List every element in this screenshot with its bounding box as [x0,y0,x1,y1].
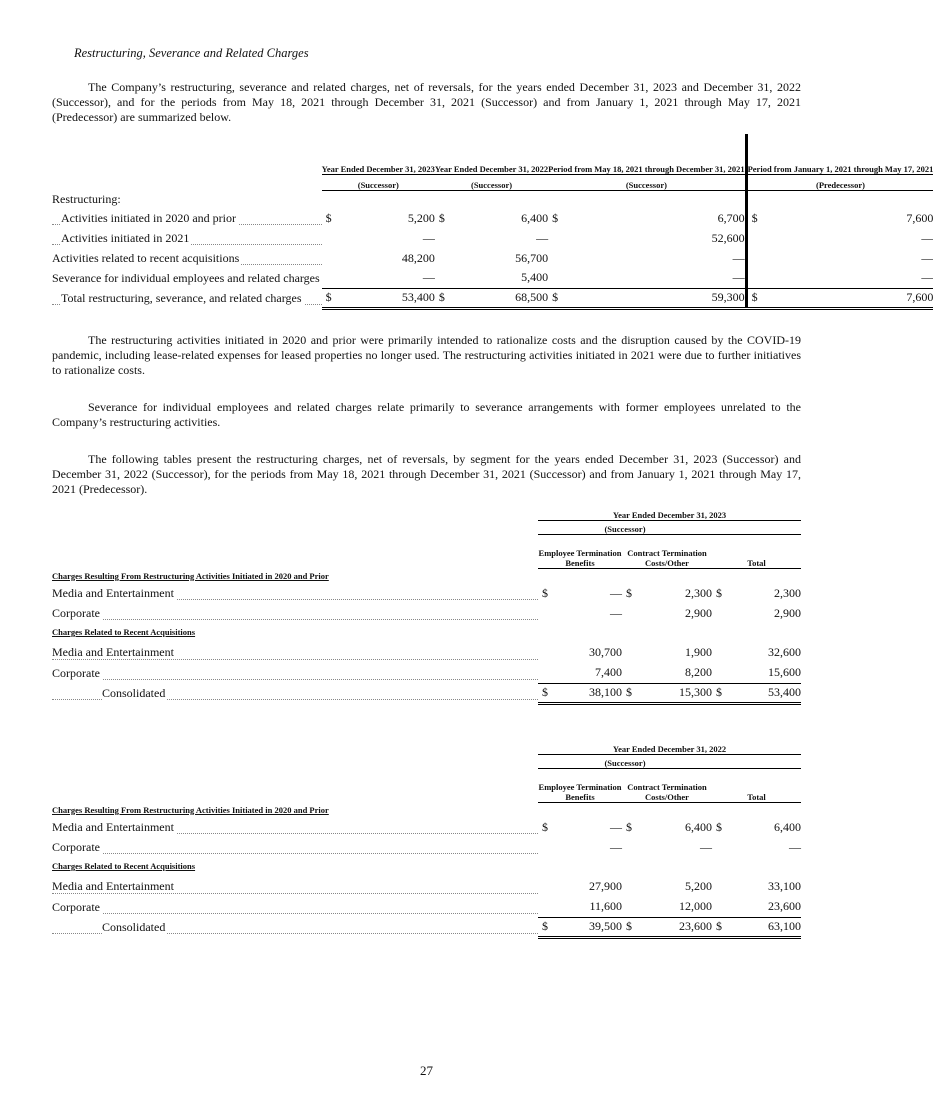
currency-symbol: $ [325,210,332,225]
value-cell: 5,200 [685,878,712,893]
value-cell: 23,600 [636,917,712,937]
value-cell: 1,900 [685,644,712,659]
currency-symbol: $ [435,288,451,308]
value-cell: — [770,268,933,288]
currency-symbol: $ [542,819,548,834]
col-header-2023: Year Ended December 31, 2023 [321,163,435,174]
col-employee-termination: Employee Termination Benefits [538,768,622,802]
col-header-2022: Year Ended December 31, 2022 [434,163,549,174]
table-row [52,641,801,663]
value-cell: 56,700 [515,250,549,265]
value-cell: 59,300 [574,288,746,308]
section-recent-acquisitions: Charges Related to Recent Acquisitions [52,627,196,637]
period-successor-2: (Successor) [435,174,548,190]
value-cell: 52,600 [711,230,745,245]
currency-symbol: $ [552,210,559,225]
value-cell: 7,600 [770,288,933,308]
value-cell: 33,100 [768,878,801,893]
section-label: Restructuring: [52,191,121,206]
row-label: Media and Entertainment [52,585,174,600]
section-recent-acquisitions: Charges Related to Recent Acquisitions [52,861,196,871]
value-cell: 32,600 [768,644,801,659]
row-label: Activities initiated in 2020 and prior [61,210,236,225]
value-cell: 2,300 [774,585,801,600]
value-cell: — [422,230,435,245]
value-cell: 48,200 [401,250,435,265]
currency-symbol: $ [626,585,632,600]
value-cell: 63,100 [726,917,801,937]
table-row [52,663,801,683]
row-label: Media and Entertainment [52,819,174,834]
currency-symbol: $ [716,819,722,834]
segment-2023-title: Year Ended December 31, 2023 [538,506,801,520]
paragraph-intro-text: The Company’s restructuring, severance and related charges, net of reversals, for the years ended December 31, 2023 and December 31, 2022 (Successor), and for the periods from May 18, 2021 through December 31, 2021 (Successor) and from January 1, 2021 through May 17, 2021 (Predecessor) are summarized below. [52,80,801,124]
row-label: Severance for individual employees and related charges [52,270,320,285]
value-cell: — [732,250,745,265]
page-number: 27 [420,1063,433,1078]
col-total: Total [712,534,801,568]
value-cell: 12,000 [636,897,712,917]
col-total: Total [712,768,801,802]
table-row [52,228,933,248]
document-page [52,0,933,1100]
value-cell: 23,600 [726,897,801,917]
value-cell: — [610,605,622,620]
value-cell: 2,900 [685,605,712,620]
currency-symbol: $ [622,683,636,703]
row-label: Corporate [52,665,100,680]
row-label: Consolidated [102,685,166,700]
value-cell: — [610,839,622,854]
table-row-total [52,288,933,308]
col-contract-termination: Contract Termination Costs/Other [622,534,712,568]
table-row [52,208,933,228]
col-header-2021-predecessor: Period from January 1, 2021 through May 17, 2021 [746,134,933,174]
currency-symbol: $ [746,208,769,228]
value-cell: 6,400 [774,819,801,834]
segment-2023-period: (Successor) [538,520,712,534]
currency-symbol: $ [548,288,574,308]
value-cell: — [610,819,622,834]
segment-2022-period: (Successor) [538,754,712,768]
currency-symbol: $ [542,585,548,600]
section-heading: Restructuring, Severance and Related Charges [74,46,309,60]
value-cell: 53,400 [726,683,801,703]
col-employee-termination: Employee Termination Benefits [538,534,622,568]
value-cell: 68,500 [451,288,548,308]
currency-symbol: $ [746,288,769,308]
table-row-total [52,683,801,703]
value-cell: 5,400 [451,268,548,288]
currency-symbol: $ [716,585,722,600]
value-cell: 7,600 [906,210,933,225]
value-cell: — [789,839,801,854]
currency-symbol: $ [538,917,552,937]
currency-symbol: $ [622,917,636,937]
value-cell: 27,900 [589,878,622,893]
paragraph-activities [52,333,801,378]
col-contract-termination: Contract Termination Costs/Other [622,768,712,802]
section-restructuring-2020-prior: Charges Resulting From Restructuring Activities Initiated in 2020 and Prior [52,804,329,815]
section-restructuring-2020-prior: Charges Resulting From Restructuring Activities Initiated in 2020 and Prior [52,570,329,581]
value-cell: 2,900 [774,605,801,620]
row-label: Total restructuring, severance, and related charges [61,290,302,305]
currency-symbol: $ [438,210,445,225]
paragraph-segment-intro-text: The following tables present the restructuring charges, net of reversals, by segment for the years ended December 31, 2023 (Successor) and December 31, 2022 (Successor), for the periods from May 18, 2021 through December 31, 2021 (Successor) and from January 1, 2021 through May 17, 2021 (Predecessor). [52,452,801,496]
segment-table-2023 [52,506,801,705]
paragraph-segment-intro [52,452,801,497]
currency-symbol: $ [538,683,552,703]
value-cell: 8,200 [636,663,712,683]
table-row [52,583,801,603]
table-row [52,248,933,268]
summary-table [52,134,933,310]
value-cell: — [921,250,933,265]
period-successor-3: (Successor) [548,174,746,190]
value-cell: — [574,268,746,288]
period-predecessor: (Predecessor) [746,174,933,190]
segment-table-2022 [52,740,801,939]
value-cell: 15,600 [726,663,801,683]
value-cell: — [536,230,549,245]
table-row [52,875,801,897]
row-label: Activities initiated in 2021 [61,230,190,245]
period-successor-1: (Successor) [322,174,435,190]
value-cell: — [921,230,933,245]
segment-2022-title: Year Ended December 31, 2022 [538,740,801,754]
currency-symbol: $ [712,917,726,937]
value-cell: 38,100 [552,683,622,703]
value-cell: 5,200 [407,210,435,225]
value-cell: 2,300 [685,585,712,600]
value-cell: 7,400 [552,663,622,683]
value-cell: 15,300 [636,683,712,703]
value-cell: 30,700 [589,644,622,659]
value-cell: 6,700 [717,210,745,225]
value-cell: — [700,839,712,854]
table-row [52,897,801,917]
currency-symbol: $ [626,819,632,834]
row-label: Activities related to recent acquisitions [52,250,240,265]
row-label: Corporate [52,839,100,854]
value-cell: — [338,268,435,288]
table-row-total [52,917,801,937]
row-label: Corporate [52,899,100,914]
value-cell: 11,600 [552,897,622,917]
currency-symbol: $ [322,288,338,308]
table-row [52,268,933,288]
currency-symbol: $ [712,683,726,703]
row-label: Consolidated [102,919,166,934]
paragraph-severance-text: Severance for individual employees and related charges relate primarily to severance arrangements with former employees unrelated to the Company’s restructuring activities. [52,400,801,429]
row-label: Corporate [52,605,100,620]
value-cell: — [610,585,622,600]
col-header-2021-successor: Period from May 18, 2021 through December 31, 2021 [548,134,746,174]
value-cell: 53,400 [338,288,435,308]
row-label: Media and Entertainment [52,878,174,893]
paragraph-intro [52,80,801,125]
table-row [52,837,801,857]
value-cell: 39,500 [552,917,622,937]
value-cell: 6,400 [521,210,549,225]
table-row [52,603,801,623]
row-label: Media and Entertainment [52,644,174,659]
table-row [52,817,801,837]
paragraph-severance [52,400,801,430]
paragraph-activities-text: The restructuring activities initiated in 2020 and prior were primarily intended to rationalize costs and the disruption caused by the COVID-19 pandemic, including lease-related expenses for leased properties no longer used. The restructuring activities initiated in 2021 were due to further initiatives to rationalize costs. [52,333,801,377]
value-cell: 6,400 [685,819,712,834]
